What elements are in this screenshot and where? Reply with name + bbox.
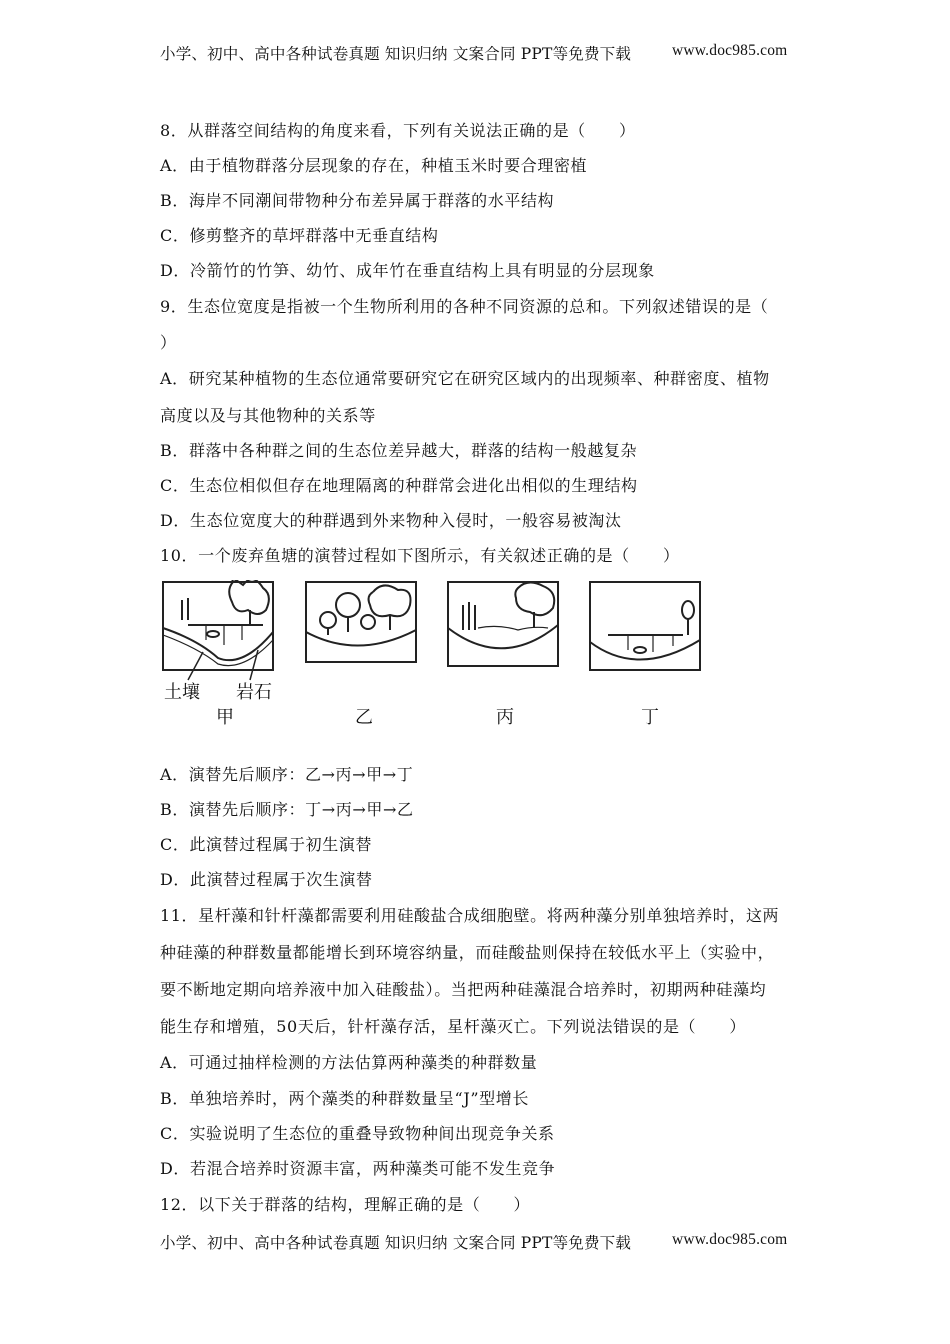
header-text: 小学、初中、高中各种试卷真题 知识归纳 文案合同 PPT等免费下载	[160, 45, 632, 63]
q10-option-a: A．演替先后顺序：乙→丙→甲→丁	[160, 765, 414, 784]
panel-ding	[590, 582, 700, 670]
q9-option-c: C．生态位相似但存在地理隔离的种群常会进化出相似的生理结构	[160, 476, 638, 495]
panel-label-yi: 乙	[355, 707, 373, 728]
label-soil: 土壤	[164, 682, 200, 703]
q8-option-c: C．修剪整齐的草坪群落中无垂直结构	[160, 226, 439, 245]
soil-pointer	[188, 652, 203, 680]
marsh-line	[478, 626, 548, 630]
tree-canopy	[336, 593, 360, 617]
panel-label-bing: 丙	[496, 707, 514, 728]
rock-pointer	[250, 650, 258, 680]
q8-option-a: A．由于植物群落分层现象的存在，种植玉米时要合理密植	[160, 156, 588, 175]
q12-stem: 12．以下关于群落的结构，理解正确的是（ ）	[160, 1195, 531, 1214]
q11-option-c: C．实验说明了生态位的重叠导致物种间出现竞争关系	[160, 1124, 555, 1143]
q11-option-a: A．可通过抽样检测的方法估算两种藻类的种群数量	[160, 1053, 538, 1072]
footer-url[interactable]: www.doc985.com	[672, 1231, 788, 1248]
panel-jia	[163, 580, 273, 680]
panel-label-jia: 甲	[216, 707, 234, 728]
q11-option-b: B．单独培养时，两个藻类的种群数量呈“J”型增长	[160, 1089, 529, 1108]
q9-stem-line2: ）	[160, 333, 177, 352]
q9-stem-line1: 9．生态位宽度是指被一个生物所利用的各种不同资源的总和。下列叙述错误的是（	[160, 297, 769, 316]
tree-canopy	[320, 612, 336, 628]
fish-icon	[634, 647, 646, 653]
panel-bing-frame	[448, 582, 558, 666]
q9-option-a-line1: A．研究某种植物的生态位通常要研究它在研究区域内的出现频率、种群密度、植物	[160, 369, 770, 388]
q9-option-a-line2: 高度以及与其他物种的关系等	[160, 406, 376, 425]
panel-ding-frame	[590, 582, 700, 670]
pond-basin	[448, 625, 558, 648]
tree-canopy	[229, 580, 269, 614]
header-url[interactable]: www.doc985.com	[672, 42, 788, 59]
soil-layer	[163, 635, 273, 666]
q8-stem: 8．从群落空间结构的角度来看，下列有关说法正确的是（ ）	[160, 121, 636, 140]
q11-option-d: D．若混合培养时资源丰富，两种藻类可能不发生竞争	[160, 1159, 556, 1178]
q8-option-b: B．海岸不同潮间带物种分布差异属于群落的水平结构	[160, 191, 555, 210]
footer-text: 小学、初中、高中各种试卷真题 知识归纳 文案合同 PPT等免费下载	[160, 1234, 632, 1252]
filled-basin	[306, 630, 416, 646]
succession-figure	[158, 580, 718, 730]
q10-option-c: C．此演替过程属于初生演替	[160, 835, 373, 854]
q11-stem-line2: 种硅藻的种群数量都能增长到环境容纳量，而硅酸盐则保持在较低水平上（实验中，	[160, 943, 775, 962]
tree-canopy	[369, 585, 411, 616]
panel-yi	[306, 582, 416, 662]
label-rock: 岩石	[236, 682, 272, 703]
panel-bing	[448, 582, 558, 666]
q10-option-d: D．此演替过程属于次生演替	[160, 870, 373, 889]
panel-label-ding: 丁	[641, 707, 659, 728]
q10-option-b: B．演替先后顺序：丁→丙→甲→乙	[160, 800, 414, 819]
q11-stem-line3: 要不断地定期向培养液中加入硅酸盐）。当把两种硅藻混合培养时，初期两种硅藻均	[160, 980, 767, 999]
q9-option-b: B．群落中各种群之间的生态位差异越大，群落的结构一般越复杂	[160, 441, 638, 460]
q10-stem: 10．一个废弃鱼塘的演替过程如下图所示，有关叙述正确的是（ ）	[160, 546, 680, 565]
page-footer	[160, 1231, 788, 1253]
page-header	[160, 42, 788, 64]
q11-stem-line4: 能生存和增殖，50天后，针杆藻存活，星杆藻灭亡。下列说法错误的是（ ）	[160, 1017, 746, 1036]
tree-canopy	[361, 615, 375, 629]
fish-icon	[207, 631, 219, 637]
tree-canopy	[682, 601, 694, 619]
q9-option-d: D．生态位宽度大的种群遇到外来物种入侵时，一般容易被淘汰	[160, 511, 622, 530]
q8-option-d: D．冷箭竹的竹笋、幼竹、成年竹在垂直结构上具有明显的分层现象	[160, 261, 655, 280]
q11-stem-line1: 11．星杆藻和针杆藻都需要利用硅酸盐合成细胞壁。将两种藻分别单独培养时，这两	[160, 906, 780, 925]
tree-canopy	[515, 582, 554, 615]
